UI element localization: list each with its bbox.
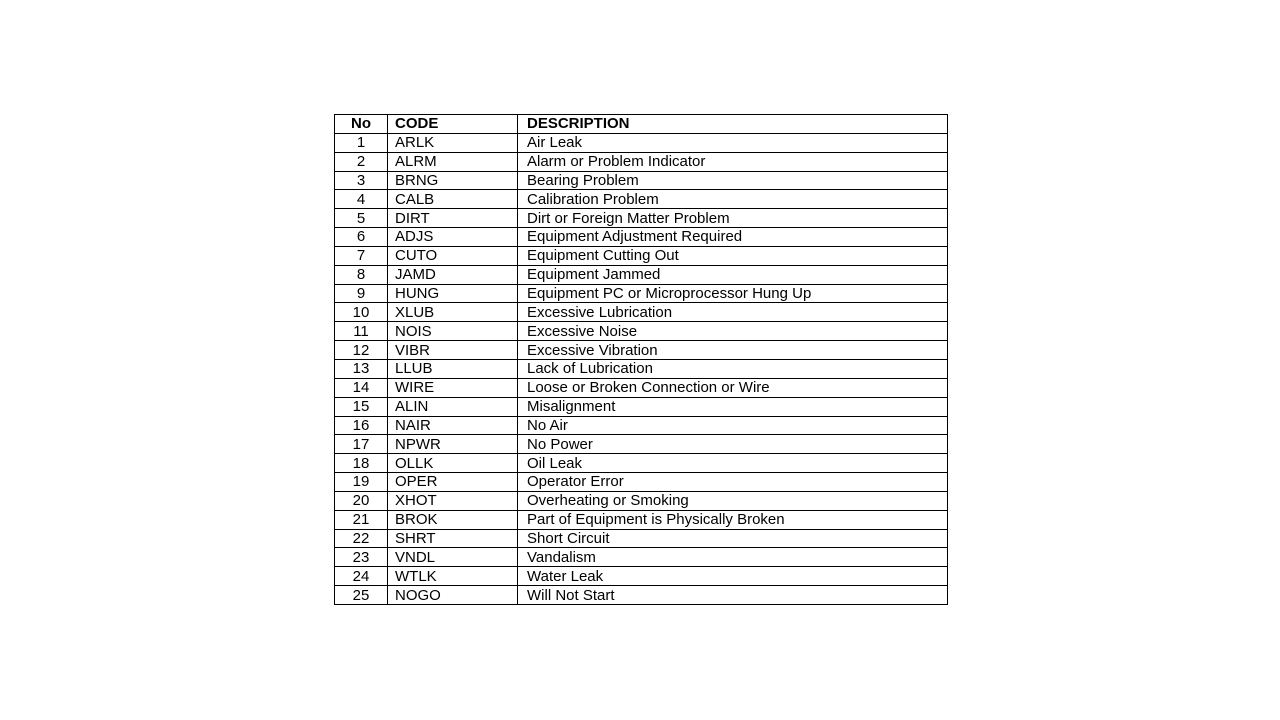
cell-code: XHOT bbox=[388, 491, 518, 510]
cell-code: WTLK bbox=[388, 567, 518, 586]
cell-code: BROK bbox=[388, 510, 518, 529]
header-description: DESCRIPTION bbox=[518, 115, 948, 134]
table-row bbox=[335, 133, 948, 152]
cell-description: Loose or Broken Connection or Wire bbox=[518, 378, 948, 397]
cell-description: Air Leak bbox=[518, 133, 948, 152]
cell-no: 7 bbox=[335, 246, 388, 265]
cell-code: OPER bbox=[388, 473, 518, 492]
cell-no: 20 bbox=[335, 491, 388, 510]
cell-no: 3 bbox=[335, 171, 388, 190]
cell-description: Misalignment bbox=[518, 397, 948, 416]
cell-description: Alarm or Problem Indicator bbox=[518, 152, 948, 171]
cell-code: VIBR bbox=[388, 341, 518, 360]
cell-code: SHRT bbox=[388, 529, 518, 548]
cell-no: 6 bbox=[335, 228, 388, 247]
cell-code: CUTO bbox=[388, 246, 518, 265]
cell-description: Calibration Problem bbox=[518, 190, 948, 209]
cell-description: Overheating or Smoking bbox=[518, 491, 948, 510]
cell-description: Dirt or Foreign Matter Problem bbox=[518, 209, 948, 228]
table-row bbox=[335, 548, 948, 567]
table-row bbox=[335, 171, 948, 190]
table-row bbox=[335, 416, 948, 435]
table-row bbox=[335, 341, 948, 360]
table-row bbox=[335, 284, 948, 303]
cell-code: BRNG bbox=[388, 171, 518, 190]
cell-no: 17 bbox=[335, 435, 388, 454]
cell-code: OLLK bbox=[388, 454, 518, 473]
table-body bbox=[335, 133, 948, 604]
table-row bbox=[335, 246, 948, 265]
failure-code-table bbox=[334, 114, 948, 605]
cell-description: No Air bbox=[518, 416, 948, 435]
cell-code: VNDL bbox=[388, 548, 518, 567]
cell-code: ADJS bbox=[388, 228, 518, 247]
cell-no: 11 bbox=[335, 322, 388, 341]
table-row bbox=[335, 397, 948, 416]
cell-no: 24 bbox=[335, 567, 388, 586]
table-row bbox=[335, 567, 948, 586]
cell-code: NOIS bbox=[388, 322, 518, 341]
cell-no: 18 bbox=[335, 454, 388, 473]
cell-code: DIRT bbox=[388, 209, 518, 228]
table-row bbox=[335, 190, 948, 209]
cell-code: LLUB bbox=[388, 359, 518, 378]
table-row bbox=[335, 454, 948, 473]
cell-description: Lack of Lubrication bbox=[518, 359, 948, 378]
table-row bbox=[335, 491, 948, 510]
table-row bbox=[335, 322, 948, 341]
table-row bbox=[335, 152, 948, 171]
cell-no: 22 bbox=[335, 529, 388, 548]
cell-code: NAIR bbox=[388, 416, 518, 435]
cell-description: Vandalism bbox=[518, 548, 948, 567]
cell-no: 12 bbox=[335, 341, 388, 360]
cell-no: 13 bbox=[335, 359, 388, 378]
table-row bbox=[335, 586, 948, 605]
cell-description: Water Leak bbox=[518, 567, 948, 586]
cell-no: 5 bbox=[335, 209, 388, 228]
cell-description: Equipment Jammed bbox=[518, 265, 948, 284]
cell-no: 2 bbox=[335, 152, 388, 171]
table-row bbox=[335, 359, 948, 378]
cell-no: 8 bbox=[335, 265, 388, 284]
cell-code: NPWR bbox=[388, 435, 518, 454]
cell-description: Oil Leak bbox=[518, 454, 948, 473]
cell-description: Will Not Start bbox=[518, 586, 948, 605]
cell-code: CALB bbox=[388, 190, 518, 209]
cell-no: 23 bbox=[335, 548, 388, 567]
cell-no: 15 bbox=[335, 397, 388, 416]
table-row bbox=[335, 303, 948, 322]
table-row bbox=[335, 378, 948, 397]
cell-code: ALRM bbox=[388, 152, 518, 171]
table-row bbox=[335, 435, 948, 454]
header-code: CODE bbox=[388, 115, 518, 134]
cell-description: Excessive Noise bbox=[518, 322, 948, 341]
cell-description: Equipment Adjustment Required bbox=[518, 228, 948, 247]
cell-no: 9 bbox=[335, 284, 388, 303]
cell-code: ARLK bbox=[388, 133, 518, 152]
cell-description: Short Circuit bbox=[518, 529, 948, 548]
cell-no: 21 bbox=[335, 510, 388, 529]
cell-code: JAMD bbox=[388, 265, 518, 284]
cell-no: 10 bbox=[335, 303, 388, 322]
cell-description: Excessive Vibration bbox=[518, 341, 948, 360]
cell-description: Equipment Cutting Out bbox=[518, 246, 948, 265]
cell-no: 25 bbox=[335, 586, 388, 605]
cell-code: ALIN bbox=[388, 397, 518, 416]
table-row bbox=[335, 265, 948, 284]
cell-code: XLUB bbox=[388, 303, 518, 322]
cell-description: Excessive Lubrication bbox=[518, 303, 948, 322]
cell-code: WIRE bbox=[388, 378, 518, 397]
table-header-row bbox=[335, 115, 948, 134]
cell-description: Operator Error bbox=[518, 473, 948, 492]
table-row bbox=[335, 209, 948, 228]
cell-description: Equipment PC or Microprocessor Hung Up bbox=[518, 284, 948, 303]
cell-no: 16 bbox=[335, 416, 388, 435]
table-row bbox=[335, 529, 948, 548]
cell-no: 4 bbox=[335, 190, 388, 209]
table-row bbox=[335, 473, 948, 492]
cell-no: 1 bbox=[335, 133, 388, 152]
cell-no: 19 bbox=[335, 473, 388, 492]
cell-description: Part of Equipment is Physically Broken bbox=[518, 510, 948, 529]
cell-description: Bearing Problem bbox=[518, 171, 948, 190]
cell-code: HUNG bbox=[388, 284, 518, 303]
cell-no: 14 bbox=[335, 378, 388, 397]
table-row bbox=[335, 228, 948, 247]
cell-description: No Power bbox=[518, 435, 948, 454]
cell-code: NOGO bbox=[388, 586, 518, 605]
header-no: No bbox=[335, 115, 388, 134]
table-row bbox=[335, 510, 948, 529]
